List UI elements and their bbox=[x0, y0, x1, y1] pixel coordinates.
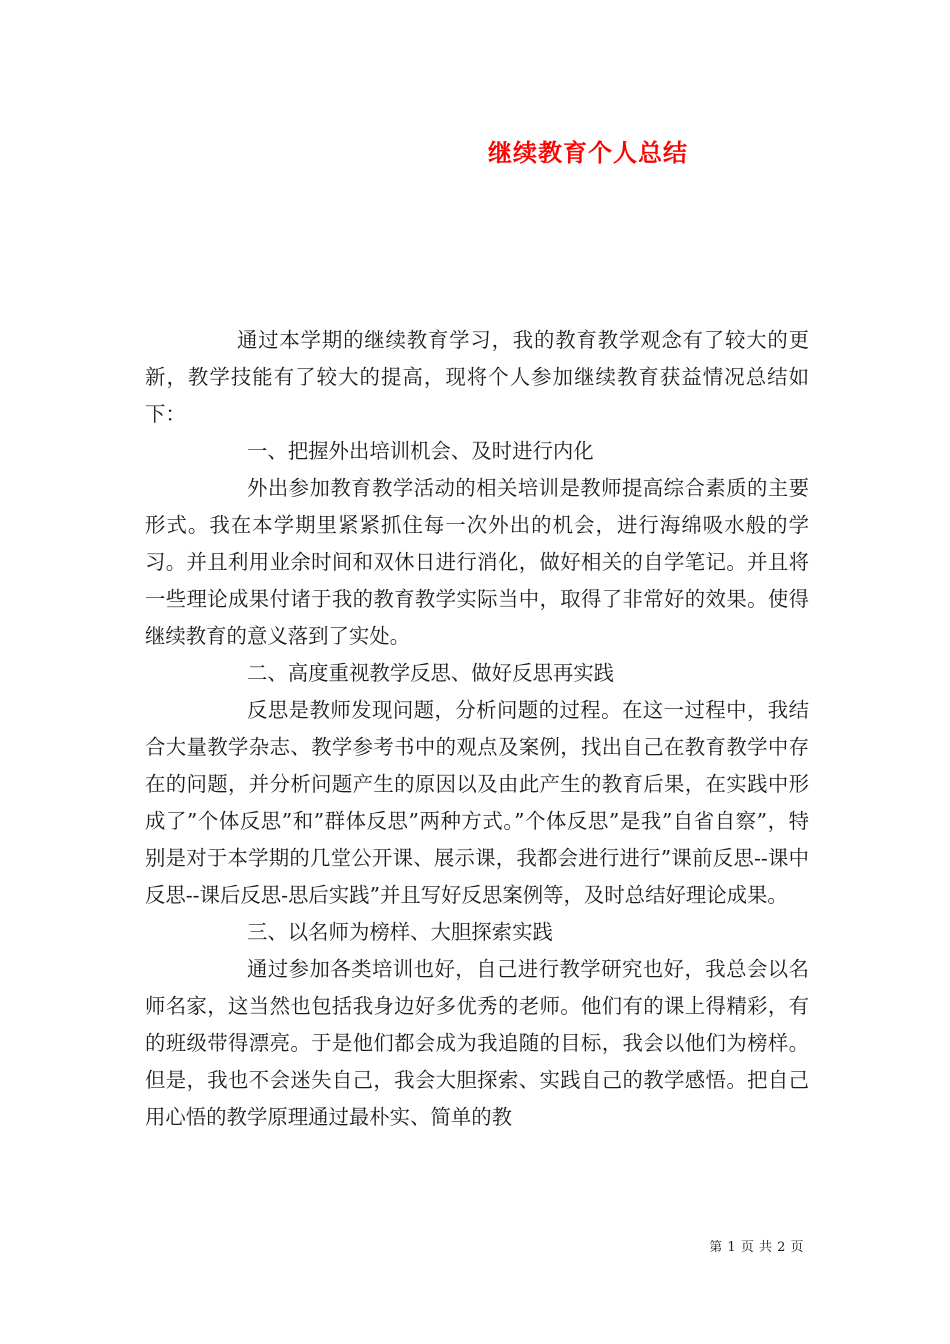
page-number: 第 1 页 共 2 页 bbox=[709, 1240, 804, 1255]
section-heading-1: 一、把握外出培训机会、及时进行内化 bbox=[247, 439, 594, 463]
intro-paragraph: 通过本学期的继续教育学习，我的教育教学观念有了较大的更新，教学技能有了较大的提高，现将个人参加继续教育获益情况总结如下： bbox=[145, 328, 809, 426]
document-title: 继续教育个人总结 bbox=[488, 138, 688, 167]
section-heading-2: 二、高度重视教学反思、做好反思再实践 bbox=[247, 661, 615, 685]
section-paragraph-3: 通过参加各类培训也好，自己进行教学研究也好，我总会以名师名家，这当然也包括我身边好多优秀的老师。他们有的课上得精彩，有的班级带得漂亮。于是他们都会成为我追随的目标，我会以他们为榜样。但是，我也不会迷失自己，我会大胆探索、实践自己的教学感悟。把自己用心悟的教学原理通过最朴实、简单的教 bbox=[145, 957, 809, 1129]
section-heading-3: 三、以名师为榜样、大胆探索实践 bbox=[247, 920, 553, 944]
section-paragraph-2: 反思是教师发现问题，分析问题的过程。在这一过程中，我结合大量教学杂志、教学参考书中的观点及案例，找出自己在教育教学中存在的问题，并分析问题产生的原因以及由此产生的教育后果，在实践中形成了”个体反思”和”群体反思”两种方式。”个体反思”是我”自省自察”，特别是对于本学期的几堂公开课、展示课，我都会进行进行”课前反思--课中反思--课后反思-思后实践”并且写好反思案例等，及时总结好理论成果。 bbox=[145, 698, 809, 907]
document-body bbox=[145, 322, 809, 1136]
section-paragraph-1: 外出参加教育教学活动的相关培训是教师提高综合素质的主要形式。我在本学期里紧紧抓住每一次外出的机会，进行海绵吸水般的学习。并且利用业余时间和双休日进行消化，做好相关的自学笔记。并且将一些理论成果付诸于我的教育教学实际当中，取得了非常好的效果。使得继续教育的意义落到了实处。 bbox=[145, 476, 809, 648]
